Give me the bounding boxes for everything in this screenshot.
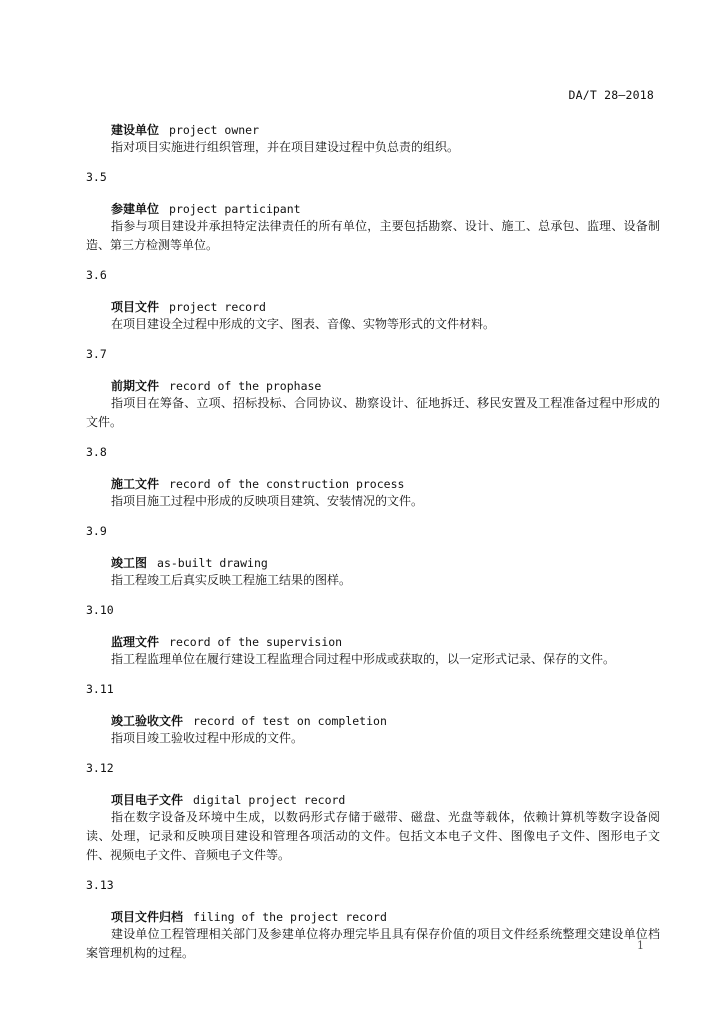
term-heading <box>86 119 660 138</box>
term-english: project owner <box>169 123 260 137</box>
terms-content <box>86 119 660 963</box>
term-definition: 在项目建设全过程中形成的文字、图表、音像、实物等形式的文件材料。 <box>111 317 496 331</box>
term-heading <box>86 198 660 217</box>
term-entry <box>86 876 660 963</box>
term-chinese: 参建单位 <box>111 202 160 216</box>
term-entry <box>86 759 660 865</box>
term-definition: 指工程竣工后真实反映工程施工结果的图样。 <box>111 573 352 587</box>
section-number: 3.6 <box>86 268 107 282</box>
term-chinese: 项目文件归档 <box>111 910 184 924</box>
term-heading <box>86 789 660 808</box>
document-code: DA/T 28—2018 <box>568 88 654 102</box>
term-definition: 指对项目实施进行组织管理，并在项目建设过程中负总责的组织。 <box>111 140 460 154</box>
term-definition: 建设单位工程管理相关部门及参建单位将办理完毕且具有保存价值的项目文件经系统整理交建设单位档案管理机构的过程。 <box>86 927 660 960</box>
term-english: project record <box>169 300 266 314</box>
term-definition: 指项目在筹备、立项、招标投标、合同协议、勘察设计、征地拆迁、移民安置及工程准备过程中形成的文件。 <box>86 396 660 429</box>
section-number: 3.13 <box>86 878 114 892</box>
term-definition: 指工程监理单位在履行建设工程监理合同过程中形成或获取的，以一定形式记录、保存的文件。 <box>111 652 616 666</box>
term-entry <box>86 119 660 157</box>
section-number: 3.7 <box>86 347 107 361</box>
term-chinese: 施工文件 <box>111 477 160 491</box>
term-chinese: 前期文件 <box>111 379 160 393</box>
term-definition: 指项目竣工验收过程中形成的文件。 <box>111 731 304 745</box>
term-english: filing of the project record <box>193 910 387 924</box>
page-number: 1 <box>637 939 644 952</box>
section-number: 3.8 <box>86 445 107 459</box>
section-number: 3.12 <box>86 761 114 775</box>
term-entry <box>86 266 660 334</box>
term-entry <box>86 680 660 748</box>
term-heading <box>86 906 660 925</box>
term-english: record of the construction process <box>169 477 405 491</box>
term-entry <box>86 443 660 511</box>
term-heading <box>86 473 660 492</box>
section-number: 3.9 <box>86 524 107 538</box>
term-definition: 指参与项目建设并承担特定法律责任的所有单位，主要包括勘察、设计、施工、总承包、监理、设备制造、第三方检测等单位。 <box>86 219 660 252</box>
term-english: project participant <box>169 202 301 216</box>
term-english: digital project record <box>193 793 346 807</box>
term-entry <box>86 522 660 590</box>
term-chinese: 竣工图 <box>111 556 148 570</box>
term-english: record of the supervision <box>169 635 343 649</box>
term-english: record of test on completion <box>193 714 387 728</box>
term-chinese: 竣工验收文件 <box>111 714 184 728</box>
term-chinese: 项目电子文件 <box>111 793 184 807</box>
term-heading <box>86 552 660 571</box>
term-heading <box>86 710 660 729</box>
term-chinese: 项目文件 <box>111 300 160 314</box>
term-chinese: 建设单位 <box>111 123 160 137</box>
term-definition: 指项目施工过程中形成的反映项目建筑、安装情况的文件。 <box>111 494 424 508</box>
term-heading <box>86 631 660 650</box>
term-definition: 指在数字设备及环境中生成，以数码形式存储于磁带、磁盘、光盘等载体，依赖计算机等数字设备阅读、处理，记录和反映项目建设和管理各项活动的文件。包括文本电子文件、图像电子文件、图形电子文件、视频电子文件、音频电子文件等。 <box>86 810 660 862</box>
term-chinese: 监理文件 <box>111 635 160 649</box>
term-english: record of the prophase <box>169 379 322 393</box>
section-number: 3.10 <box>86 603 114 617</box>
term-heading <box>86 375 660 394</box>
term-entry <box>86 345 660 432</box>
term-english: as-built drawing <box>157 556 268 570</box>
term-entry <box>86 601 660 669</box>
term-entry <box>86 168 660 255</box>
section-number: 3.11 <box>86 682 114 696</box>
term-heading <box>86 296 660 315</box>
section-number: 3.5 <box>86 170 107 184</box>
